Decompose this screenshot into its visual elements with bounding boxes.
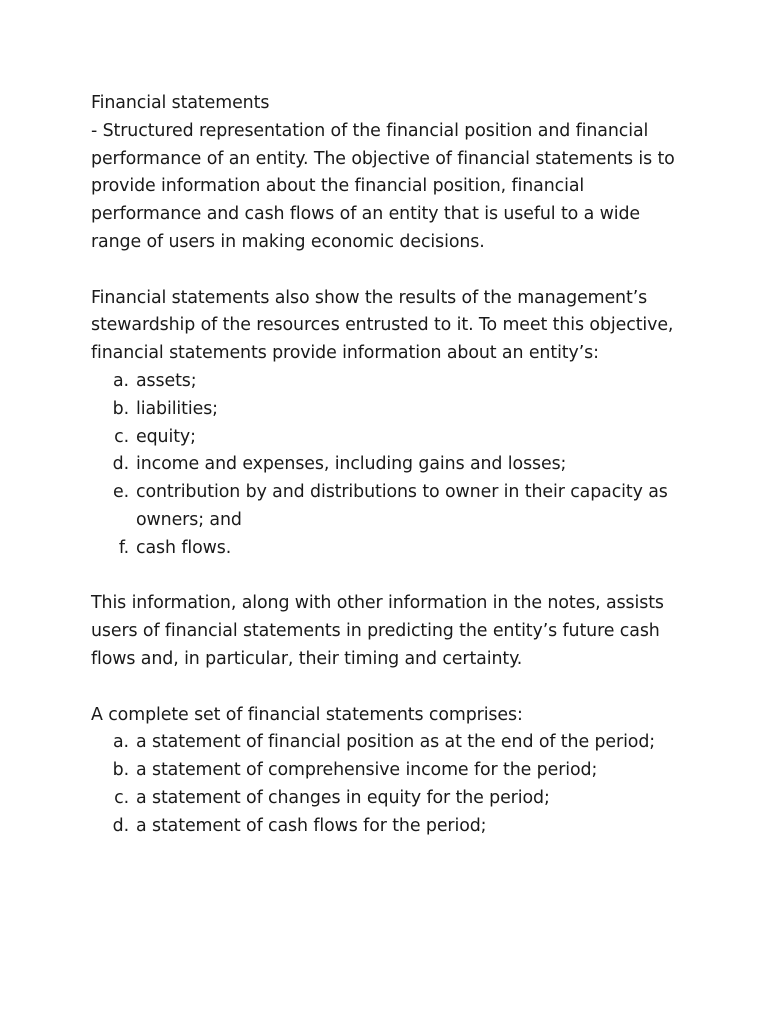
list-marker: c.: [114, 426, 129, 447]
list-item-text: contribution by and distributions to owner in their capacity as owners; and: [136, 482, 668, 530]
list-item-text: a statement of comprehensive income for the period;: [136, 760, 598, 781]
complete-set-paragraph: A complete set of financial statements comprises:: [91, 704, 523, 725]
list-marker: b.: [112, 760, 129, 781]
list-item: [91, 424, 691, 452]
information-paragraph: This information, along with other information in the notes, assists users of financial statements in predicting the entity’s future cash flows and, in particular, their timing and certainty.: [91, 593, 664, 669]
list-item-text: income and expenses, including gains and losses;: [136, 454, 567, 475]
list-marker: c.: [114, 787, 129, 808]
list-marker: d.: [112, 815, 129, 836]
list-item: [91, 368, 691, 396]
list-marker: e.: [112, 482, 129, 503]
objective-paragraph: Financial statements also show the results of the management’s stewardship of the resources entrusted to it. To meet this objective, financial statements provide information about an entity’s:: [91, 287, 674, 364]
list-item-text: cash flows.: [136, 537, 232, 558]
list-item-text: equity;: [136, 426, 196, 447]
list-marker: d.: [112, 454, 129, 475]
list-item: [91, 396, 691, 424]
document-page: [91, 90, 691, 841]
list-item: [91, 451, 691, 479]
list-marker: b.: [112, 398, 129, 419]
list-item-text: liabilities;: [136, 398, 218, 419]
list-item-text: assets;: [136, 370, 197, 391]
statements-list: [91, 729, 691, 840]
list-item: [91, 785, 691, 813]
document-heading: Financial statements: [91, 93, 270, 113]
list-item: [91, 813, 691, 841]
list-marker: f.: [118, 537, 129, 558]
paragraph-spacer: [91, 674, 691, 702]
list-item: [91, 479, 691, 535]
list-item-text: a statement of changes in equity for the period;: [136, 787, 550, 808]
paragraph-spacer: [91, 563, 691, 591]
list-item-text: a statement of cash flows for the period;: [136, 815, 487, 836]
list-marker: a.: [113, 370, 129, 391]
list-item: [91, 757, 691, 785]
list-item-text: a statement of financial position as at the end of the period;: [136, 732, 656, 753]
list-item: [91, 535, 691, 563]
definition-paragraph: - Structured representation of the financial position and financial performance of an entity. The objective of financial statements is to provide information about the financial position, financial performance and cash flows of an entity that is useful to a wide range of users in making economic decisions.: [91, 120, 675, 252]
list-marker: a.: [113, 732, 129, 753]
list-item: [91, 729, 691, 757]
paragraph-spacer: [91, 257, 691, 285]
information-list: [91, 368, 691, 563]
